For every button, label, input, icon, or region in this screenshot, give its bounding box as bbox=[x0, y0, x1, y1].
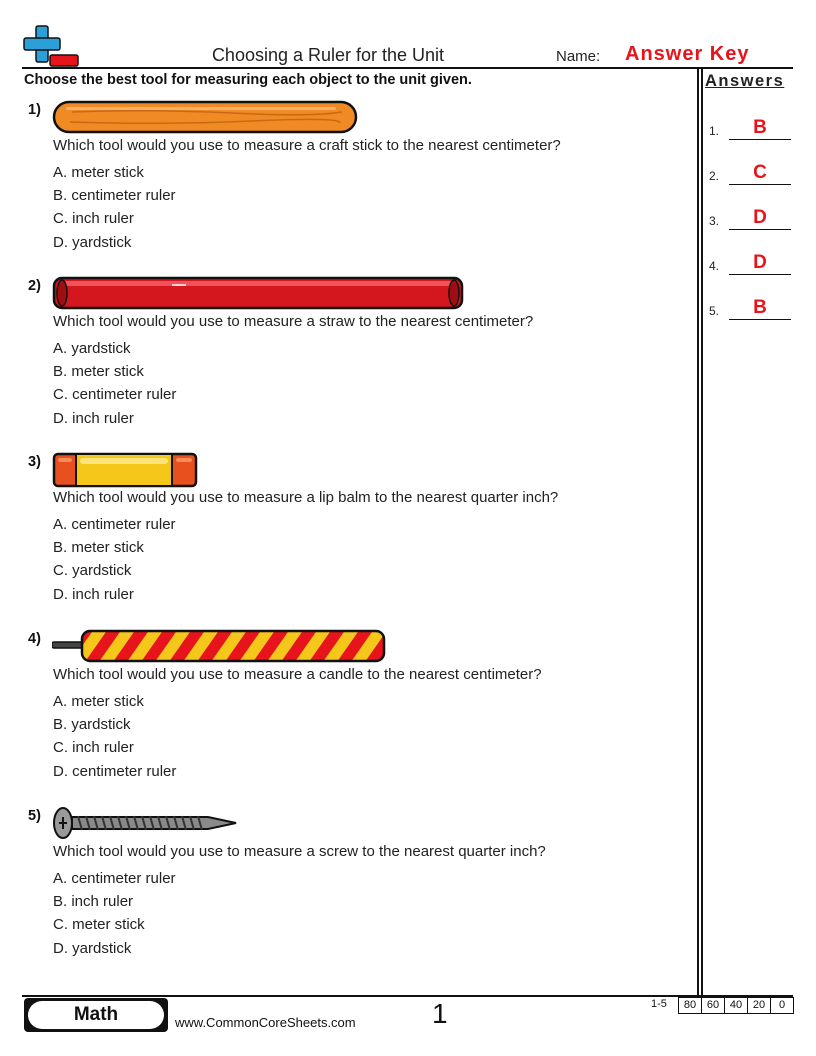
name-value: Answer Key bbox=[625, 43, 750, 65]
option-c: C. inch ruler bbox=[53, 210, 134, 228]
option-b: B. centimeter ruler bbox=[53, 187, 176, 205]
score-range-label: 1-5 bbox=[651, 998, 667, 1010]
answer-number: 3. bbox=[709, 214, 720, 228]
screw-icon bbox=[52, 806, 238, 840]
column-divider-left bbox=[697, 69, 699, 996]
option-b: B. yardstick bbox=[53, 716, 131, 734]
option-list bbox=[53, 870, 176, 963]
answer-line bbox=[729, 184, 791, 185]
column-divider-right bbox=[701, 69, 703, 996]
score-cell: 80 bbox=[683, 999, 697, 1011]
answer-value: B bbox=[753, 117, 767, 138]
option-d: D. inch ruler bbox=[53, 585, 134, 603]
problem-4 bbox=[24, 629, 684, 789]
problem-number: 4) bbox=[28, 631, 41, 647]
craft-stick-icon bbox=[52, 100, 358, 136]
worksheet-title: Choosing a Ruler for the Unit bbox=[211, 45, 445, 65]
option-c: C. yardstick bbox=[53, 562, 132, 580]
answers-heading: Answers bbox=[705, 72, 785, 90]
question-text: Which tool would you use to measure a screw to the nearest quarter inch? bbox=[53, 843, 546, 860]
option-d: D. inch ruler bbox=[53, 409, 134, 427]
score-cell: 60 bbox=[701, 998, 724, 1013]
page-number: 1 bbox=[432, 998, 448, 1029]
name-label: Name: bbox=[556, 48, 601, 65]
problem-2 bbox=[24, 276, 684, 436]
answer-line bbox=[729, 274, 791, 275]
answer-value: D bbox=[753, 207, 767, 228]
common-core-sheets-logo-icon bbox=[22, 24, 80, 68]
problem-number: 1) bbox=[28, 102, 41, 118]
option-a: A. yardstick bbox=[53, 340, 131, 357]
subject-badge bbox=[24, 998, 168, 1032]
problem-5 bbox=[24, 806, 684, 966]
answer-number: 2. bbox=[709, 169, 720, 183]
problem-3 bbox=[24, 452, 684, 612]
option-b: B. meter stick bbox=[53, 539, 144, 557]
score-cell: 0 bbox=[770, 998, 793, 1013]
answer-number: 4. bbox=[709, 259, 720, 273]
option-a: A. centimeter ruler bbox=[53, 870, 176, 887]
answer-row bbox=[709, 110, 793, 140]
question-text: Which tool would you use to measure a candle to the nearest centimeter? bbox=[53, 666, 542, 683]
question-text: Which tool would you use to measure a lip balm to the nearest quarter inch? bbox=[53, 489, 559, 506]
question-text: Which tool would you use to measure a straw to the nearest centimeter? bbox=[53, 313, 534, 330]
option-c: C. inch ruler bbox=[53, 739, 134, 757]
question-text: Which tool would you use to measure a craft stick to the nearest centimeter? bbox=[53, 137, 561, 154]
score-table bbox=[678, 997, 794, 1014]
score-cell: 40 bbox=[724, 998, 747, 1013]
option-list bbox=[53, 516, 176, 609]
problem-1 bbox=[24, 100, 684, 260]
option-list bbox=[53, 164, 176, 257]
answer-line bbox=[729, 139, 791, 140]
website-url: www.CommonCoreSheets.com bbox=[175, 1015, 356, 1030]
instructions: Choose the best tool for measuring each object to the unit given. bbox=[24, 72, 472, 88]
option-b: B. inch ruler bbox=[53, 893, 134, 911]
option-c: C. centimeter ruler bbox=[53, 386, 177, 404]
answer-line bbox=[729, 229, 791, 230]
answer-row bbox=[709, 245, 793, 275]
candle-icon bbox=[52, 629, 388, 665]
score-cell: 20 bbox=[747, 998, 770, 1013]
option-d: D. yardstick bbox=[53, 939, 132, 957]
problem-number: 3) bbox=[28, 454, 41, 470]
answer-number: 1. bbox=[709, 124, 720, 138]
option-d: D. centimeter ruler bbox=[53, 762, 177, 780]
answer-number: 5. bbox=[709, 304, 720, 318]
problem-number: 2) bbox=[28, 278, 41, 294]
answer-row bbox=[709, 290, 793, 320]
answer-value: B bbox=[753, 297, 767, 318]
option-list bbox=[53, 693, 176, 786]
option-list bbox=[53, 340, 176, 433]
lip-balm-icon bbox=[52, 452, 198, 488]
problem-number: 5) bbox=[28, 808, 41, 824]
answer-line bbox=[729, 319, 791, 320]
option-a: A. meter stick bbox=[53, 693, 144, 710]
answer-row bbox=[709, 200, 793, 230]
answer-value: C bbox=[753, 162, 767, 183]
option-c: C. meter stick bbox=[53, 916, 145, 934]
option-b: B. meter stick bbox=[53, 363, 144, 381]
answer-value: D bbox=[753, 252, 767, 273]
header-rule bbox=[22, 67, 793, 69]
answer-row bbox=[709, 155, 793, 185]
subject-label: Math bbox=[28, 1001, 164, 1029]
option-a: A. centimeter ruler bbox=[53, 516, 176, 533]
option-d: D. yardstick bbox=[53, 233, 132, 251]
option-a: A. meter stick bbox=[53, 164, 144, 181]
straw-icon bbox=[52, 276, 466, 312]
